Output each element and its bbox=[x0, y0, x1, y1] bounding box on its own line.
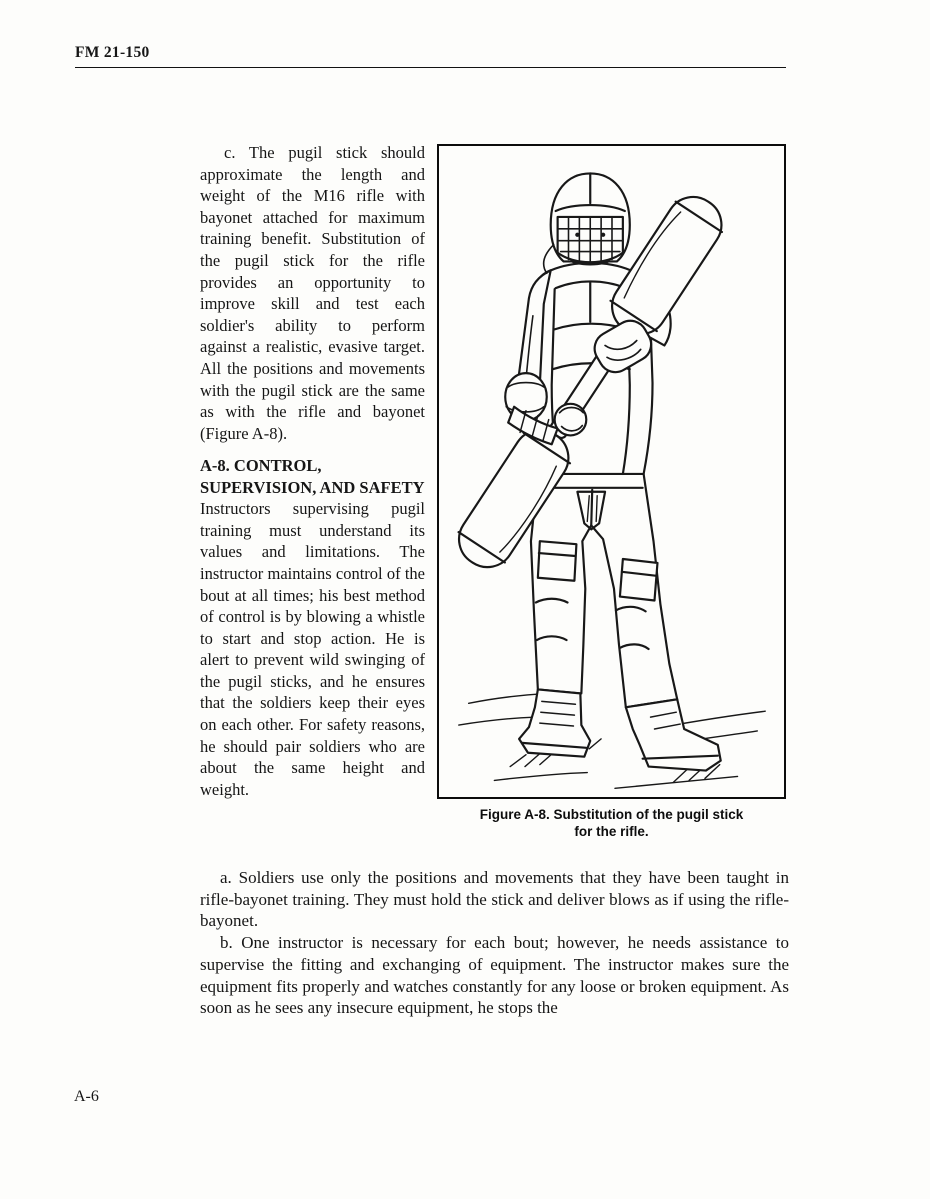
figure-frame bbox=[437, 144, 786, 799]
header-rule bbox=[75, 67, 786, 68]
figure-caption-line1: Figure A-8. Substitution of the pugil stick bbox=[479, 807, 744, 822]
left-column bbox=[200, 142, 425, 800]
page-number: A-6 bbox=[74, 1088, 99, 1105]
paragraph-a: a. Soldiers use only the positions and movements that they have been taught in rifle-bayonet training. They must hold the stick and deliver blows as if using the rifle-bayonet. bbox=[200, 868, 789, 931]
figure-a8 bbox=[437, 144, 786, 840]
bottom-paragraphs bbox=[200, 867, 789, 1019]
ground-hatching bbox=[459, 693, 765, 788]
paragraph-b: b. One instructor is necessary for each bout; however, he needs assistance to supervise the fitting and exchanging of equipment. The instructor makes sure the equipment fits properly and watches constantly for any loose or broken equipment. As soon as he sees any insecure equipment, he stops the bbox=[200, 933, 789, 1018]
document-id: FM 21-150 bbox=[75, 44, 150, 61]
soldier-with-pugil-stick-illustration bbox=[439, 146, 784, 797]
figure-caption bbox=[437, 806, 786, 840]
paragraph-supervision: Instructors supervising pugil training must understand its values and limitations. The instructor maintains control of the bout at all times; his best method of control is by blowing a whistle to start and stop action. He is alert to prevent wild swinging of the pugil sticks, and he ensures that the soldiers keep their eyes on each other. For safety reasons, he should pair soldiers who are about the same height and weight. bbox=[200, 499, 425, 799]
section-heading: A-8. CONTROL, SUPERVISION, AND SAFETY bbox=[200, 456, 425, 497]
paragraph-c: c. The pugil stick should approximate the length and weight of the M16 rifle with bayonet attached for maximum training benefit. Substitution of the pugil stick for the rifle provides an opportunity to improve skill and test each soldier's ability to perform against a realistic, evasive target. All the positions and movements with the pugil stick are the same as with the rifle and bayonet (Figure A-8). bbox=[200, 143, 425, 443]
figure-caption-line2: for the rifle. bbox=[574, 824, 649, 839]
